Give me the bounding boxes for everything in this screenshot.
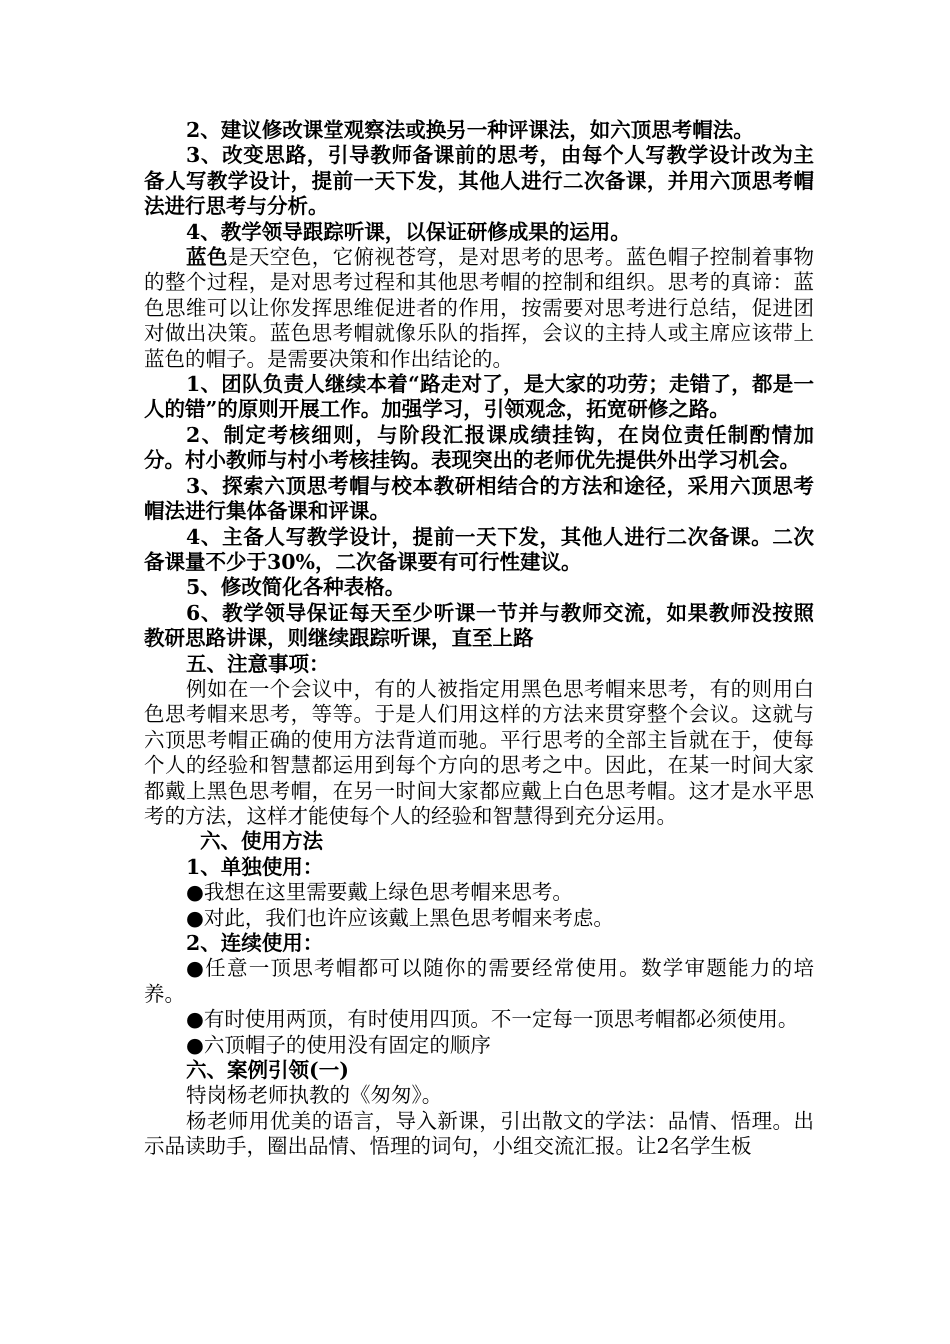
section-heading: 五、注意事项： xyxy=(186,651,330,676)
paragraph: 例如在一个会议中，有的人被指定用黑色思考帽来思考，有的则用白色思考帽来思考，等等。于是人们用这样的方法来贯穿整个会议。这就与六顶思考帽正确的使用方法背道而驰。平行思考的全部主旨就在于，使每个人的经验和智慧都运用到每个方向的思考之中。因此，在某一时间大家都戴上黑色思考帽，在另一时间大家都应戴上白色思考帽。这才是水平思考的方法，这样才能使每个人的经验和智慧得到充分运用。 xyxy=(144,676,814,828)
paragraph: 3、探索六顶思考帽与校本教研相结合的方法和途径，采用六顶思考帽法进行集体备课和评课。 xyxy=(144,473,814,524)
section-heading: 六、使用方法 xyxy=(200,829,323,854)
paragraph: 2、制定考核细则，与阶段汇报课成绩挂钩，在岗位责任制酌情加分。村小教师与村小考核挂钩。表现突出的老师优先提供外出学习机会。 xyxy=(144,422,814,473)
subheading: 1、单独使用： xyxy=(186,854,324,879)
paragraph: 4、教学领导跟踪听课，以保证研修成果的运用。 xyxy=(186,219,631,244)
paragraph: 2、建议修改课堂观察法或换另一种评课法，如六顶思考帽法。 xyxy=(186,118,754,142)
bullet-item: ●我想在这里需要戴上绿色思考帽来思考。 xyxy=(186,880,573,905)
document-page xyxy=(144,118,814,1160)
paragraph xyxy=(144,245,814,372)
bullet-item: ●任意一顶思考帽都可以随你的需要经常使用。数学审题能力的培养。 xyxy=(144,956,814,1006)
paragraph: 5、修改简化各种表格。 xyxy=(186,575,406,600)
paragraph: 杨老师用优美的语言，导入新课，引出散文的学法：品情、悟理。出示品读助手，圈出品情、悟理的词句，小组交流汇报。让2名学生板 xyxy=(144,1108,814,1159)
paragraph: 1、团队负责人继续本着“路走对了，是大家的功劳；走错了，都是一人的错”的原则开展工作。加强学习，引领观念，拓宽研修之路。 xyxy=(144,372,814,422)
paragraph: 特岗杨老师执教的《匆匆》。 xyxy=(186,1083,443,1108)
section-heading: 六、案例引领(一) xyxy=(186,1058,349,1083)
bullet-item: ●有时使用两顶，有时使用四顶。不一定每一顶思考帽都必须使用。 xyxy=(186,1007,799,1032)
paragraph: 4、主备人写教学设计，提前一天下发，其他人进行二次备课。二次备课量不少于30%，二次备课要有可行性建议。 xyxy=(144,524,814,574)
paragraph: 6、教学领导保证每天至少听课一节并与教师交流，如果教师没按照教研思路讲课，则继续跟踪听课，直至上路 xyxy=(144,600,814,651)
bullet-item: ●六顶帽子的使用没有固定的顺序 xyxy=(186,1032,491,1057)
subheading: 2、连续使用： xyxy=(186,931,324,955)
paragraph: 3、改变思路，引导教师备课前的思考，由每个人写教学设计改为主备人写教学设计，提前一天下发，其他人进行二次备课，并用六顶思考帽法进行思考与分析。 xyxy=(144,143,814,219)
bullet-item: ●对此，我们也许应该戴上黑色思考帽来考虑。 xyxy=(186,905,614,930)
paragraph-text: 是天空色，它俯视苍穹，是对思考的思考。蓝色帽子控制着事物的整个过程，是对思考过程和其他思考帽的控制和组织。思考的真谛：蓝色思维可以让你发挥思维促进者的作用，按需要对思考进行总结，促进团对做出决策。蓝色思考帽就像乐队的指挥，会议的主持人或主席应该带上蓝色的帽子。是需要决策和作出结论的。 xyxy=(144,245,815,371)
paragraph-lead: 蓝色 xyxy=(186,245,228,270)
